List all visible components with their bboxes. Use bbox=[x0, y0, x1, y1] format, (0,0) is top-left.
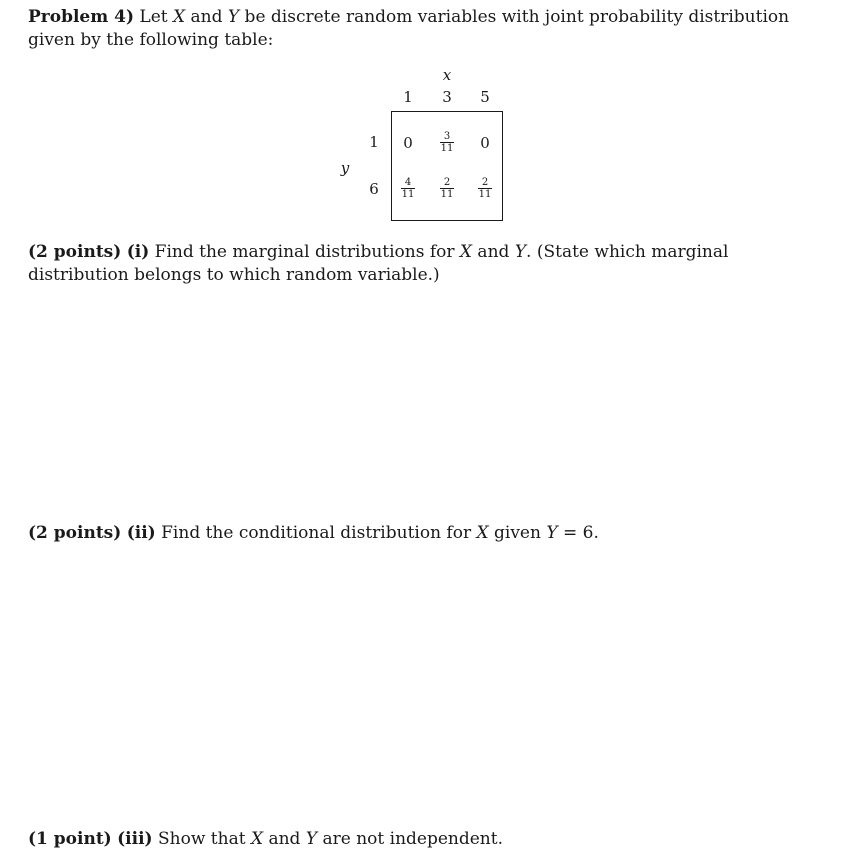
cell-r1-c2 bbox=[435, 131, 459, 154]
fraction-denominator: 11 bbox=[478, 189, 492, 200]
fraction-numerator: 2 bbox=[443, 177, 451, 188]
intro-text-b: and bbox=[185, 7, 228, 27]
var-y: Y bbox=[305, 829, 318, 849]
part-i-text-c: . (State which marginal distribution belongs to which random variable.) bbox=[28, 242, 729, 285]
problem-label: Problem 4) bbox=[28, 7, 135, 27]
var-x: X bbox=[173, 7, 186, 27]
part-ii bbox=[28, 522, 818, 545]
table-x-value-2: 3 bbox=[442, 88, 452, 106]
var-x: X bbox=[459, 242, 473, 262]
table-frame bbox=[391, 111, 503, 221]
part-iii-text-c: are not independent. bbox=[317, 829, 503, 849]
cell-r1-c1: 0 bbox=[403, 134, 413, 152]
var-y: Y bbox=[227, 7, 240, 27]
table-y-label: y bbox=[340, 159, 350, 177]
part-iii-points: (1 point) bbox=[28, 829, 112, 849]
part-ii-label: (ii) bbox=[126, 523, 156, 543]
fraction-numerator: 3 bbox=[443, 131, 451, 142]
part-ii-text-b: given bbox=[488, 523, 547, 543]
intro-text-a: Let bbox=[134, 7, 174, 27]
var-y: Y bbox=[514, 242, 527, 262]
table-x-label: x bbox=[442, 66, 452, 84]
cell-r2-c1 bbox=[396, 177, 420, 200]
part-i-text-b: and bbox=[472, 242, 515, 262]
part-iii-label: (iii) bbox=[117, 829, 153, 849]
part-i-label: (i) bbox=[126, 242, 150, 262]
part-iii bbox=[28, 828, 818, 851]
fraction-numerator: 4 bbox=[404, 177, 412, 188]
part-ii-points: (2 points) bbox=[28, 523, 122, 543]
intro-text-c: be discrete random variables with joint probability distribution given by the following table: bbox=[28, 7, 790, 50]
cell-r2-c3 bbox=[473, 177, 497, 200]
var-y: Y bbox=[546, 523, 558, 543]
fraction-denominator: 11 bbox=[401, 189, 415, 200]
fraction-denominator: 11 bbox=[440, 143, 454, 154]
part-iii-text-a: Show that bbox=[152, 829, 251, 849]
cell-r2-c2 bbox=[435, 177, 459, 200]
cell-r1-c3: 0 bbox=[480, 134, 490, 152]
part-ii-text-a: Find the conditional distribution for bbox=[155, 523, 477, 543]
part-iii-text-b: and bbox=[263, 829, 306, 849]
part-i-text-a: Find the marginal distributions for bbox=[149, 242, 460, 262]
part-ii-text-c: = 6. bbox=[557, 523, 599, 543]
table-y-value-1: 1 bbox=[369, 133, 379, 151]
table-x-value-3: 5 bbox=[480, 88, 490, 106]
var-x: X bbox=[250, 829, 264, 849]
var-x: X bbox=[476, 523, 489, 543]
table-x-value-1: 1 bbox=[403, 88, 413, 106]
part-i-points: (2 points) bbox=[28, 242, 122, 262]
table-y-value-2: 6 bbox=[369, 180, 379, 198]
part-i bbox=[28, 241, 818, 287]
fraction-denominator: 11 bbox=[440, 189, 454, 200]
problem-intro bbox=[28, 6, 818, 52]
fraction-numerator: 2 bbox=[481, 177, 489, 188]
